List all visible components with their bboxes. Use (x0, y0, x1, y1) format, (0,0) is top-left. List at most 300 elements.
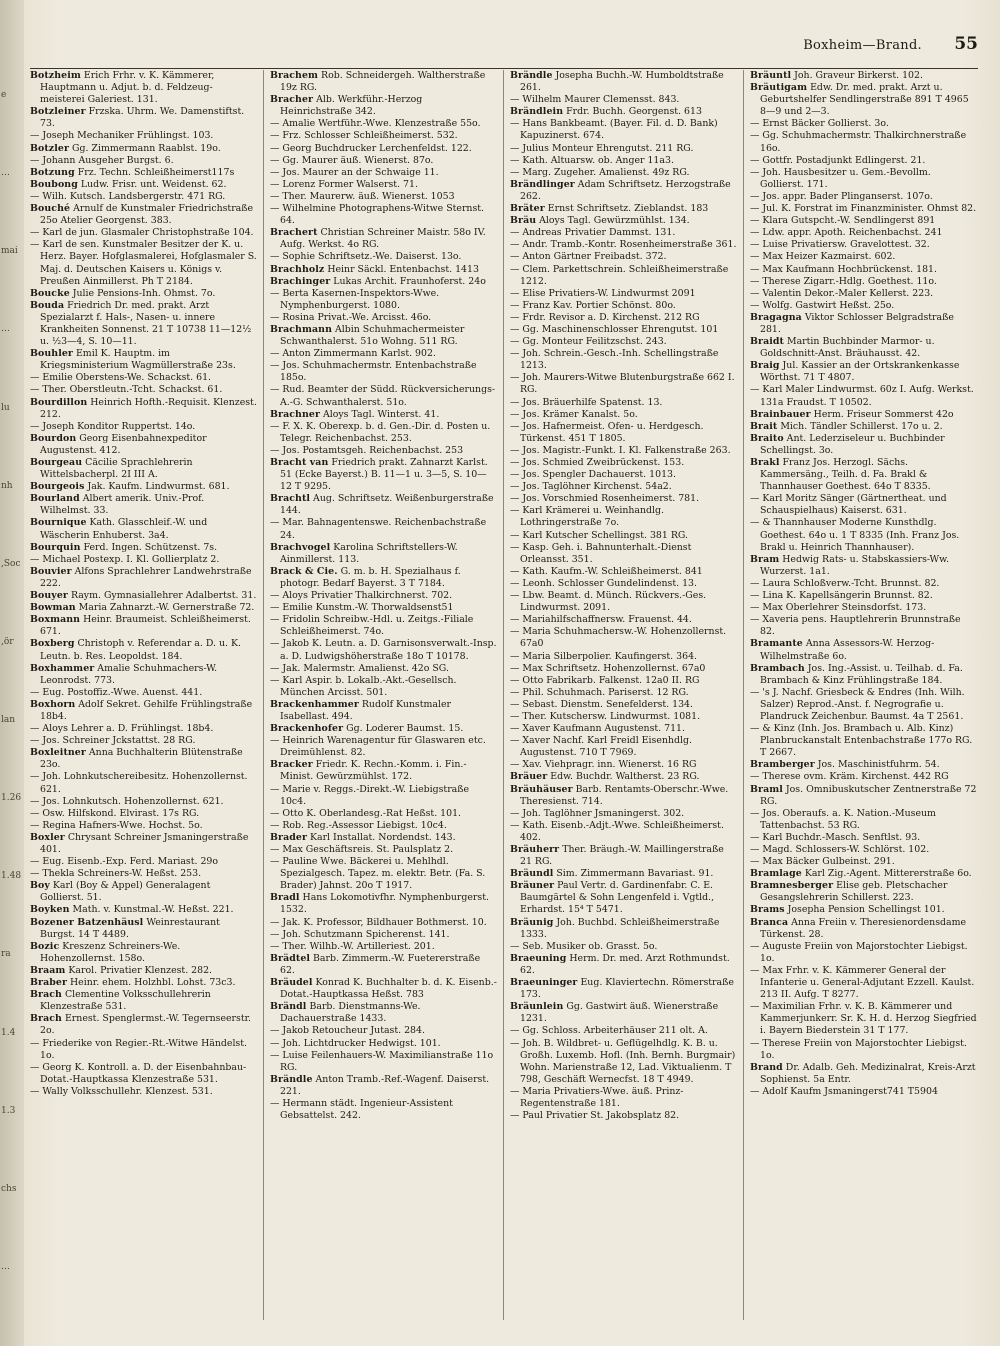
entry-details: Frzska. Uhrm. We. Damenstiftst. 73. (40, 106, 245, 130)
directory-entry (750, 1001, 977, 1037)
entry-details: — Max Bäcker Gulbeinst. 291. (750, 856, 895, 868)
gutter-fragment: chs (1, 1183, 17, 1194)
entry-surname: Brachert (270, 227, 318, 239)
entry-details: — Heinrich Warenagentur für Glaswaren etc. Dreimühlenst. 82. (270, 735, 486, 759)
entry-details: — Jos. appr. Bader Plinganserst. 107o. (750, 190, 933, 202)
entry-surname: Bowman (30, 602, 76, 614)
gutter-fragment: 1.3 (1, 1105, 16, 1116)
entry-details: — Jul. K. Forstrat im Finanzminister. Ohmst 82. (750, 203, 977, 215)
directory-entry (270, 784, 497, 808)
directory-entry (510, 288, 737, 300)
entry-details: Julie Pensions-Inh. Ohmst. 7o. (72, 287, 216, 299)
directory-entry (270, 251, 497, 263)
directory-entry (30, 747, 257, 771)
directory-entry (510, 1110, 737, 1122)
directory-entry (30, 457, 257, 481)
entry-details: — Jos. Spengler Dachauerst. 1013. (510, 469, 676, 481)
directory-entry (270, 566, 497, 590)
directory-entry (30, 288, 257, 300)
entry-details: — Laura Schloßverw.-Tcht. Brunnst. 82. (750, 577, 940, 589)
entry-details: — Jos. Hafnermeist. Ofen- u. Herdgesch. Türkenst. 451 T 1805. (510, 420, 704, 444)
entry-details: — Joh. Lichtdrucker Hedwigst. 101. (270, 1037, 441, 1049)
directory-entry (270, 953, 497, 977)
directory-entry (30, 481, 257, 493)
entry-details: — Andreas Privatier Dammst. 131. (510, 227, 676, 239)
entry-details: Chrysant Schreiner Jsmaningerstraße 401. (40, 831, 249, 855)
entry-surname: Boucke (30, 287, 70, 299)
directory-entry (270, 384, 497, 408)
directory-entry (270, 421, 497, 445)
entry-details: — 's J. Nachf. Griesbeck & Endres (Inh. Wilh. Salzer) Reprod.-Anst. f. Negrografie u. Plandruck Zeichenbur. Baumst. 4a T 2561. (750, 686, 965, 722)
entry-details: — Klara Gutspcht.-W. Sendlingerst 891 (750, 215, 936, 227)
entry-details: — Georg Buchdrucker Lerchenfeldst. 122. (270, 142, 472, 154)
entry-details: — Jos. Magistr.-Funkt. I. Kl. Falkenstraße 263. (510, 444, 731, 456)
directory-entry (510, 542, 737, 566)
directory-entry (30, 1062, 257, 1086)
directory-entry (510, 663, 737, 675)
entry-details: Albin Schuhmachermeister Schwanthalerst. 51o Wohng. 511 RG. (280, 323, 465, 348)
entry-details: — Kasp. Geh. i. Bahnunterhalt.-Dienst Orleansst. 351. (510, 541, 692, 565)
entry-details: Ernest. Spenglermst.-W. Tegernseerstr. 2o. (40, 1013, 252, 1037)
entry-details: — Max Heizer Kazmairst. 602. (750, 251, 896, 263)
directory-entry (750, 917, 977, 941)
directory-entry (510, 481, 737, 493)
entry-details: Erich Frhr. v. K. Kämmerer, Hauptmann u. Adjut. b. d. Feldzeug-meisterei Galeriest. 131. (40, 70, 215, 106)
directory-entry (30, 143, 257, 155)
entry-surname: Branca (750, 916, 789, 928)
entry-surname: Bouyer (30, 590, 68, 602)
entry-details: — Maria Silberpolier. Kaufingerst. 364. (510, 650, 698, 662)
entry-surname: Brachner (270, 408, 320, 420)
directory-entry (750, 227, 977, 239)
directory-entry (30, 832, 257, 856)
directory-entry (750, 251, 977, 263)
directory-entry (510, 626, 737, 650)
entry-details: Rob. Schneidergeh. Waltherstraße 19z RG. (280, 70, 486, 94)
entry-surname: Brait (750, 420, 778, 432)
entry-surname: Braeuninger (510, 977, 578, 989)
entry-surname: Brackenhofer (270, 723, 344, 735)
directory-entry (510, 118, 737, 142)
entry-details: Albert amerik. Univ.-Prof. Wilhelmst. 33. (40, 493, 205, 517)
entry-surname: Brachvogel (270, 541, 331, 553)
entry-details: Alfons Sprachlehrer Landwehrstraße 222. (40, 565, 252, 589)
directory-entry (750, 602, 977, 614)
directory-entry (270, 94, 497, 118)
header-rule (30, 68, 978, 69)
entry-surname: Brainbauer (750, 408, 811, 420)
entry-surname: Brambach (750, 662, 805, 674)
directory-entry (510, 469, 737, 481)
directory-entry (750, 82, 977, 118)
directory-entry (30, 699, 257, 723)
entry-surname: Boubong (30, 178, 78, 190)
entry-details: — Michael Postexp. I. Kl. Gollierplatz 2. (30, 553, 220, 565)
entry-details: Alb. Werkführ.-Herzog Heinrichstraße 342. (280, 94, 423, 118)
entry-details: — Jos. Oberaufs. a. K. Nation.-Museum Tattenbachst. 53 RG. (750, 807, 936, 831)
entry-details: — Therese Freiin von Majorstochter Liebigst. 1o. (750, 1037, 967, 1061)
entry-details: — Georg K. Kontroll. a. D. der Eisenbahnbau-Dotat.-Hauptkassa Klenzestraße 531. (30, 1061, 247, 1085)
entry-details: — Jak. K. Professor, Bildhauer Bothmerst. 10. (270, 916, 487, 928)
entry-surname: Bourdon (30, 432, 77, 444)
entry-details: — Kath. Kaufm.-W. Schleißheimerst. 841 (510, 565, 703, 577)
entry-details: — Seb. Musiker ob. Grasst. 5o. (510, 940, 658, 952)
entry-details: — Jos. Krämer Kanalst. 5o. (510, 408, 638, 420)
entry-details: Frdr. Buchh. Georgenst. 613 (566, 106, 702, 118)
directory-entry (270, 856, 497, 892)
directory-entry (30, 517, 257, 541)
entry-surname: Brändle (270, 1073, 313, 1085)
directory-entry (270, 143, 497, 155)
entry-details: Gg. Gastwirt äuß. Wienerstraße 1231. (520, 1001, 719, 1025)
entry-details: — Karl Kutscher Schellingst. 381 RG. (510, 529, 689, 541)
entry-details: — Sophie Schriftsetz.-We. Daiserst. 13o. (270, 251, 462, 263)
gutter-fragment: lan (1, 715, 16, 725)
entry-surname: Botzleiner (30, 106, 86, 118)
entry-details: Edw. Dr. med. prakt. Arzt u. Geburtshelfer Sendlingerstraße 891 T 4965 8—9 und 2—3. (760, 82, 969, 118)
entry-details: — Xaver Nachf. Karl Freidl Eisenhdlg. Augustenst. 710 T 7969. (510, 735, 692, 759)
directory-entry (510, 239, 737, 251)
directory-entry (30, 203, 257, 227)
entry-surname: Botzler (30, 142, 69, 154)
page-number: 55 (954, 34, 978, 54)
entry-surname: Bräuherr (510, 844, 560, 855)
entry-details: Heinr. ehem. Holzhbl. Lohst. 73c3. (69, 977, 236, 989)
directory-entry (750, 215, 977, 227)
entry-details: — Wilh. Kutsch. Landsbergerstr. 471 RG. (30, 190, 226, 202)
entry-surname: Bracher (270, 94, 314, 106)
entry-details: Karl (Boy & Appel) Generalagent Gollierst. 51. (40, 880, 211, 904)
directory-entry (750, 130, 977, 154)
directory-entry (750, 167, 977, 191)
directory-entry (30, 1013, 257, 1037)
directory-entry (510, 808, 737, 820)
directory-entry (750, 264, 977, 276)
directory-entry (750, 203, 977, 215)
directory-entry (510, 566, 737, 578)
directory-entry (270, 312, 497, 324)
directory-entry (510, 977, 737, 1001)
entry-details: Barb. Dienstmanns-We. Dachauerstraße 1433. (280, 1001, 421, 1025)
directory-entry (30, 771, 257, 795)
entry-details: — Joseph Mechaniker Frühlingst. 103. (30, 130, 214, 142)
column-3 (510, 70, 737, 1320)
entry-surname: Braeuning (510, 952, 567, 964)
entry-details: Rudolf Kunstmaler Isabellast. 494. (280, 698, 451, 722)
directory-entry (270, 409, 497, 421)
entry-details: Jos. Omnibuskutscher Zentnerstraße 72 RG. (760, 783, 977, 807)
entry-details: — Jos. Bräuerhilfe Spatenst. 13. (510, 396, 663, 408)
entry-details: Elise geb. Pletschacher Gesangslehrerin Schillerst. 223. (760, 880, 948, 904)
directory-entry (750, 276, 977, 288)
entry-details: — Wilhelm Maurer Clemensst. 843. (510, 94, 680, 106)
directory-entry (270, 602, 497, 614)
entry-details: — Xaver Kaufmann Augustenst. 711. (510, 723, 685, 735)
entry-details: Lukas Archit. Fraunhoferst. 24o (333, 275, 486, 287)
directory-entry (750, 638, 977, 662)
directory-entry (750, 336, 977, 360)
entry-details: Kath. Glasschleif.-W. und Wäscherin Enhuberst. 3a4. (40, 517, 208, 541)
entry-surname: Bramberger (750, 759, 815, 771)
entry-details: Heinrich Hofth.-Requisit. Klenzest. 212. (40, 396, 257, 420)
entry-details: Aloys Tagl. Gewürzmühlst. 134. (539, 215, 690, 227)
directory-entry (750, 384, 977, 408)
entry-details: — Gg. Maschinenschlosser Ehrengutst. 101 (510, 323, 719, 335)
directory-entry (30, 687, 257, 699)
directory-entry (510, 300, 737, 312)
entry-details: — Eug. Eisenb.-Exp. Ferd. Mariast. 29o (30, 856, 219, 868)
entry-details: — Joh. Schrein.-Gesch.-Inh. Schellingstraße 1213. (510, 348, 719, 372)
entry-details: — Leonh. Schlosser Gundelindenst. 13. (510, 577, 697, 589)
directory-entry (510, 759, 737, 771)
directory-entry (30, 723, 257, 735)
entry-details: — Maria Privatiers-Wwe. äuß. Prinz-Regentenstraße 181. (510, 1085, 684, 1109)
directory-entry (750, 457, 977, 493)
entry-details: — Jos. Taglöhner Kirchenst. 54a2. (510, 481, 672, 493)
entry-details: — Maria Schuhmachersw.-W. Hohenzollernst. 67a0 (510, 626, 727, 650)
entry-surname: Brach (30, 989, 62, 1001)
binding-gutter (0, 0, 24, 1346)
entry-details: Arnulf de Kunstmaler Friedrichstraße 25o Atelier Georgenst. 383. (40, 203, 254, 227)
entry-surname: Brackenhammer (270, 698, 359, 710)
entry-surname: Bourdillon (30, 396, 88, 408)
entry-details: Raym. Gymnasiallehrer Adalbertst. 31. (70, 590, 257, 602)
directory-entry (30, 372, 257, 384)
directory-entry (510, 1025, 737, 1037)
entry-details: Frz. Techn. Schleißheimerst117s (77, 166, 235, 178)
entry-details: — Luise Privatiersw. Gravelottest. 32. (750, 239, 930, 251)
entry-details: — Sebast. Dienstm. Senefelderst. 134. (510, 698, 694, 710)
entry-details: — Amalie Wertführ.-Wwe. Klenzestraße 55o. (270, 118, 481, 130)
directory-entry (510, 771, 737, 783)
entry-details: — Therese Zigarr.-Hdlg. Goethest. 11o. (750, 275, 937, 287)
entry-surname: Brändl (270, 1001, 307, 1013)
entry-details: — Franz Kav. Portier Schönst. 80o. (510, 299, 676, 311)
entry-surname: Braber (30, 977, 67, 989)
entry-details: — Rosina Privat.-We. Arcisst. 46o. (270, 311, 432, 323)
entry-surname: Bourgeois (30, 481, 85, 493)
directory-entry (510, 651, 737, 663)
entry-details: Konrad K. Buchhalter b. d. K. Eisenb.-Dotat.-Hauptkassa Heßst. 783 (280, 977, 497, 1001)
entry-surname: Bräuntl (750, 70, 792, 81)
directory-entry (270, 130, 497, 142)
entry-surname: Braidt (750, 336, 784, 348)
directory-entry (270, 360, 497, 384)
entry-surname: Bourquin (30, 541, 81, 553)
entry-surname: Brachem (270, 70, 319, 81)
entry-details: — F. X. K. Oberexp. b. d. Gen.-Dir. d. Posten u. Telegr. Reichenbachst. 253. (270, 420, 491, 444)
entry-details: — Marie v. Reggs.-Direkt.-W. Liebigstraße 10c4. (270, 783, 470, 807)
entry-details: — Gg. Schloss. Arbeiterhäuser 211 olt. A. (510, 1025, 708, 1037)
entry-details: — Auguste Freiin von Majorstochter Liebigst. 1o. (750, 940, 968, 964)
directory-entry (750, 433, 977, 457)
directory-entry (270, 723, 497, 735)
directory-entry (750, 155, 977, 167)
entry-details: Kreszenz Schreiners-We. Hohenzollernst. 158o. (40, 940, 181, 964)
entry-surname: Bouvier (30, 565, 72, 577)
entry-details: Barb. Rentamts-Oberschr.-Wwe. Theresienst. 714. (520, 783, 729, 807)
entry-surname: Bräuhäuser (510, 783, 573, 795)
directory-entry (510, 880, 737, 916)
entry-details: Gg. Loderer Baumst. 15. (346, 723, 464, 735)
directory-entry (510, 70, 737, 94)
entry-surname: Bräunlein (510, 1001, 564, 1013)
directory-entry (270, 348, 497, 360)
directory-entry (510, 312, 737, 324)
gutter-fragment: ‚ör (1, 636, 14, 647)
directory-entry (270, 227, 497, 251)
directory-entry (510, 1038, 737, 1086)
entry-details: Georg Eisenbahnexpeditor Augustenst. 412. (40, 432, 207, 456)
directory-entry (510, 445, 737, 457)
entry-details: — Max Oberlehrer Steinsdorfst. 173. (750, 602, 927, 614)
entry-details: — Aloys Privatier Thalkirchnerst. 702. (270, 590, 453, 602)
entry-details: — Joh. Hausbesitzer u. Gem.-Bevollm. Gollierst. 171. (750, 166, 931, 190)
directory-entry (750, 409, 977, 421)
directory-columns (30, 70, 978, 1320)
directory-entry (270, 264, 497, 276)
gutter-fragment: nh (1, 480, 13, 491)
entry-details: Friedrich prakt. Zahnarzt Karlst. 51 (Ecke Bayerst.) B. 11—1 u. 3—5, S. 10—12 T 9295. (280, 457, 488, 493)
directory-entry (750, 578, 977, 590)
directory-entry (270, 832, 497, 844)
entry-details: Aloys Tagl. Winterst. 41. (322, 408, 440, 420)
directory-entry (510, 723, 737, 735)
entry-details: — Lorenz Former Walserst. 71. (270, 178, 418, 190)
entry-details: — Osw. Hilfskond. Elvirast. 17s RG. (30, 807, 200, 819)
directory-entry (270, 820, 497, 832)
entry-details: — Luise Feilenhauers-W. Maximilianstraße 11o RG. (270, 1049, 494, 1073)
entry-surname: Bragagna (750, 311, 802, 323)
entry-surname: Brachinger (270, 275, 331, 287)
directory-entry (270, 1038, 497, 1050)
entry-details: — Ther. Maurerw. äuß. Wienerst. 1053 (270, 190, 455, 202)
gutter-fragment: ‚Soc (1, 558, 21, 569)
entry-surname: Brädtel (270, 952, 311, 964)
entry-details: Jak. Kaufm. Lindwurmst. 681. (87, 481, 230, 493)
entry-details: — Mar. Bahnagentenswe. Reichenbachstraße 24. (270, 517, 487, 541)
directory-entry (30, 179, 257, 191)
entry-details: — Joh. Maurers-Witwe Blutenburgstraße 662 I. RG. (510, 372, 735, 396)
entry-details: — Anton Gärtner Freibadst. 372. (510, 251, 667, 263)
directory-entry (270, 288, 497, 312)
entry-surname: Boxhammer (30, 662, 95, 674)
entry-details: Karolina Schriftstellers-W. Ainmillerst. 113. (280, 541, 458, 565)
directory-entry (30, 1086, 257, 1098)
directory-entry (510, 578, 737, 590)
entry-details: Ernst Schriftsetz. Zieblandst. 183 (547, 203, 709, 215)
directory-entry (750, 118, 977, 130)
entry-details: — Aloys Lehrer a. D. Frühlingst. 18b4. (30, 723, 214, 735)
directory-entry (510, 215, 737, 227)
entry-details: Herm. Dr. med. Arzt Rothmundst. 62. (520, 952, 730, 976)
directory-entry (30, 493, 257, 517)
entry-details: — Emilie Kunstm.-W. Thorwaldsenst51 (270, 602, 454, 614)
entry-details: — Anton Zimmermann Karlst. 902. (270, 348, 436, 360)
directory-entry (750, 517, 977, 553)
directory-entry (30, 397, 257, 421)
entry-details: — Karl de jun. Glasmaler Christophstraße 104. (30, 227, 254, 239)
entry-surname: Bram (750, 553, 780, 565)
entry-details: Joh. Buchbd. Schleißheimerstraße 1333. (520, 916, 720, 940)
directory-entry (30, 735, 257, 747)
entry-details: — Adolf Kaufm Jsmaningerst741 T5904 (750, 1085, 938, 1097)
entry-details: — Jos. Lohnkutsch. Hohenzollernst. 621. (30, 795, 224, 807)
entry-details: G. m. b. H. Spezialhaus f. photogr. Bedarf Bayerst. 3 T 7184. (280, 565, 461, 589)
entry-surname: Brader (270, 831, 307, 843)
gutter-fragment: mai (1, 246, 18, 257)
directory-entry (270, 445, 497, 457)
directory-entry (750, 663, 977, 687)
directory-entry (510, 941, 737, 953)
gutter-fragment: e (1, 90, 7, 100)
directory-entry (30, 433, 257, 457)
entry-details: Cäcilie Sprachlehrerin Wittelsbacherpl. 2I III A. (40, 457, 193, 481)
entry-details: — Karl Maler Lindwurmst. 60z I. Aufg. Werkst. 131a Fraudst. T 10502. (750, 384, 974, 408)
entry-details: Hans Lokomotivfhr. Nymphenburgerst. 1532. (280, 892, 489, 916)
directory-entry (510, 1086, 737, 1110)
directory-entry (30, 384, 257, 396)
directory-entry (270, 844, 497, 856)
entry-surname: Brachtl (270, 493, 311, 505)
directory-entry (510, 844, 737, 868)
entry-details: — Jos. Postamtsgeh. Reichenbachst. 253 (270, 444, 464, 456)
directory-entry (750, 239, 977, 251)
entry-surname: Bouda (30, 299, 65, 311)
column-divider (263, 70, 264, 1320)
directory-entry (510, 735, 737, 759)
directory-entry (750, 759, 977, 771)
entry-details: Franz Jos. Herzogl. Sächs. Kammersäng., Teilh. d. Fa. Brakl & Thannhauser Goethest. 64o T 8335. (760, 457, 931, 493)
directory-entry (270, 493, 497, 517)
entry-details: — Wally Volksschullehr. Klenzest. 531. (30, 1085, 213, 1097)
directory-entry (750, 808, 977, 832)
directory-entry (30, 590, 257, 602)
entry-surname: Braam (30, 964, 66, 976)
directory-entry (30, 977, 257, 989)
entry-details: — Friederike von Regier.-Rt.-Witwe Händelst. 1o. (30, 1037, 247, 1061)
entry-details: Friedr. K. Rechn.-Komm. i. Fin.-Minist. Gewürzmühlst. 172. (280, 759, 467, 783)
column-divider (743, 70, 744, 1320)
directory-entry (30, 70, 257, 106)
directory-entry (510, 397, 737, 409)
entry-details: Josepha Pension Schellingst 101. (787, 904, 945, 916)
directory-entry (30, 880, 257, 904)
directory-entry (510, 264, 737, 288)
entry-details: Ferd. Ingen. Schützenst. 7s. (83, 541, 218, 553)
entry-details: Hedwig Rats- u. Stabskassiers-Ww. Wurzerst. 1a1. (760, 553, 950, 577)
directory-entry (270, 155, 497, 167)
directory-entry (750, 554, 977, 578)
directory-entry (750, 1038, 977, 1062)
directory-entry (750, 832, 977, 844)
entry-surname: Bramnesberger (750, 880, 834, 892)
directory-entry (270, 203, 497, 227)
entry-surname: Bräundl (510, 868, 554, 880)
directory-entry (750, 300, 977, 312)
directory-entry (30, 904, 257, 916)
directory-entry (750, 856, 977, 868)
directory-entry (750, 880, 977, 904)
directory-entry (30, 167, 257, 179)
gutter-fragment: … (1, 324, 10, 335)
entry-details: Gg. Zimmermann Raablst. 19o. (71, 142, 221, 154)
directory-entry (30, 663, 257, 687)
directory-entry (270, 324, 497, 348)
entry-surname: Bouhler (30, 348, 73, 360)
directory-entry (510, 106, 737, 118)
directory-entry (510, 457, 737, 469)
